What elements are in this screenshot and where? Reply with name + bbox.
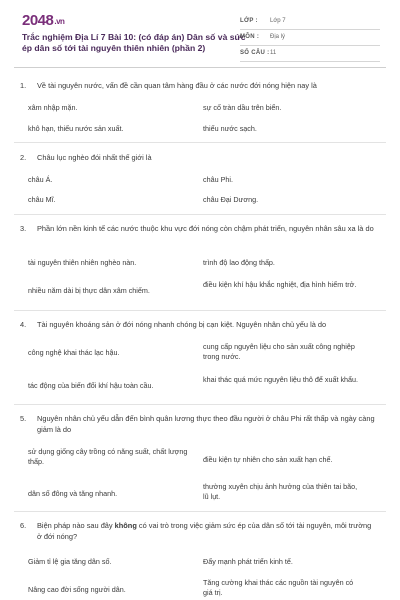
answer-option[interactable]: châu Phi. xyxy=(203,175,233,184)
question-text-part: Biện pháp nào sau đây xyxy=(37,521,115,530)
meta-value-subject: Địa lý xyxy=(270,34,286,40)
answer-option[interactable]: Tăng cường khai thác các nguồn tài nguyên có giá trị. xyxy=(203,578,354,597)
answer-option[interactable]: cung cấp nguyên liệu cho sản xuất công nghiệp trong nước. xyxy=(203,342,355,361)
worksheet-meta xyxy=(240,16,380,64)
meta-row-class xyxy=(240,16,380,30)
logo-suffix: .vn xyxy=(54,17,65,26)
answer-option[interactable]: khô hạn, thiếu nước sản xuất. xyxy=(28,124,124,133)
answer-option[interactable]: thường xuyên chịu ảnh hưởng của thiên tai bão, lũ lụt. xyxy=(203,482,358,501)
question-number: 2. xyxy=(20,153,27,162)
meta-row-subject xyxy=(240,32,380,46)
question-number: 3. xyxy=(20,224,27,233)
question-separator xyxy=(14,404,386,405)
answer-option[interactable]: trình độ lao động thấp. xyxy=(203,258,275,267)
answer-option[interactable]: Nâng cao đời sống người dân. xyxy=(28,585,126,594)
question-number: 4. xyxy=(20,320,27,329)
answer-option[interactable]: châu Mĩ. xyxy=(28,195,56,204)
question-text: Tài nguyên khoáng sản ở đới nóng nhanh chóng bị cạn kiệt. Nguyên nhân chủ yếu là do xyxy=(37,320,327,329)
worksheet-header xyxy=(14,10,386,60)
question-separator xyxy=(14,310,386,311)
answer-option[interactable]: châu Á. xyxy=(28,175,53,184)
answer-option[interactable]: châu Đại Dương. xyxy=(203,195,259,204)
answer-option[interactable]: dân số đông và tăng nhanh. xyxy=(28,489,118,498)
question-separator xyxy=(14,511,386,512)
question-text: Về tài nguyên nước, vấn đề cần quan tâm hàng đầu ở các nước đới nóng hiện nay là xyxy=(37,81,317,90)
question-text-part: có vai trò trong việc giảm sức ép của dân số tới tài nguyên, môi trường ở đới nóng? xyxy=(37,521,372,541)
meta-label-subject: MÔN : xyxy=(240,34,260,40)
question-number: 5. xyxy=(20,414,27,423)
worksheet-title: Trắc nghiệm Địa Lí 7 Bài 10: (có đáp án) Dân số và sức ép dân số tới tài nguyên thiên nhiên (phần 2) xyxy=(22,32,246,53)
meta-value-count: 11 xyxy=(270,50,277,56)
answer-option[interactable]: sử dụng giống cây trồng có năng suất, chất lượng thấp. xyxy=(28,447,188,466)
meta-value-class: Lớp 7 xyxy=(270,18,286,24)
answer-option[interactable]: tác động của biến đổi khí hậu toàn cầu. xyxy=(28,381,154,390)
question-separator xyxy=(14,214,386,215)
answer-option[interactable]: điều kiện khí hậu khắc nghiệt, địa hình hiểm trở. xyxy=(203,280,357,289)
question-number: 1. xyxy=(20,81,27,90)
question-text: Nguyên nhân chủ yếu dẫn đến bình quân lương thực theo đầu người ở châu Phi rất thấp và ngày càng giảm là do xyxy=(37,414,375,434)
answer-option[interactable]: Đẩy mạnh phát triển kinh tế. xyxy=(203,557,293,566)
answer-option[interactable]: nhiều năm dài bị thực dân xâm chiếm. xyxy=(28,286,150,295)
question-text xyxy=(37,521,377,542)
answer-option[interactable]: tài nguyên thiên nhiên nghèo nàn. xyxy=(28,258,137,267)
answer-option[interactable]: xâm nhập mặn. xyxy=(28,103,78,112)
answer-option[interactable]: khai thác quá mức nguyên liệu thô để xuất khẩu. xyxy=(203,375,359,384)
site-logo[interactable] xyxy=(22,12,64,29)
answer-option[interactable]: điều kiện tự nhiên cho sản xuất hạn chế. xyxy=(203,455,333,464)
meta-row-count xyxy=(240,48,380,62)
question-text: Phần lớn nền kinh tế các nước thuộc khu vực đới nóng còn chậm phát triển, nguyên nhân sâu xa là do xyxy=(37,224,374,233)
answer-option[interactable]: công nghệ khai thác lạc hậu. xyxy=(28,348,120,357)
question-number: 6. xyxy=(20,521,27,530)
meta-label-count: SỐ CÂU : xyxy=(240,50,270,56)
meta-label-class: LỚP : xyxy=(240,18,258,24)
question-separator xyxy=(14,142,386,143)
question-emphasis: không xyxy=(114,521,137,530)
header-divider xyxy=(14,67,386,68)
answer-option[interactable]: Giảm tỉ lệ gia tăng dân số. xyxy=(28,557,112,566)
question-text: Châu lục nghèo đói nhất thế giới là xyxy=(37,153,152,162)
answer-option[interactable]: sự cố tràn dầu trên biển. xyxy=(203,103,282,112)
answer-option[interactable]: thiếu nước sạch. xyxy=(203,124,257,133)
logo-text: 2048 xyxy=(22,12,54,29)
